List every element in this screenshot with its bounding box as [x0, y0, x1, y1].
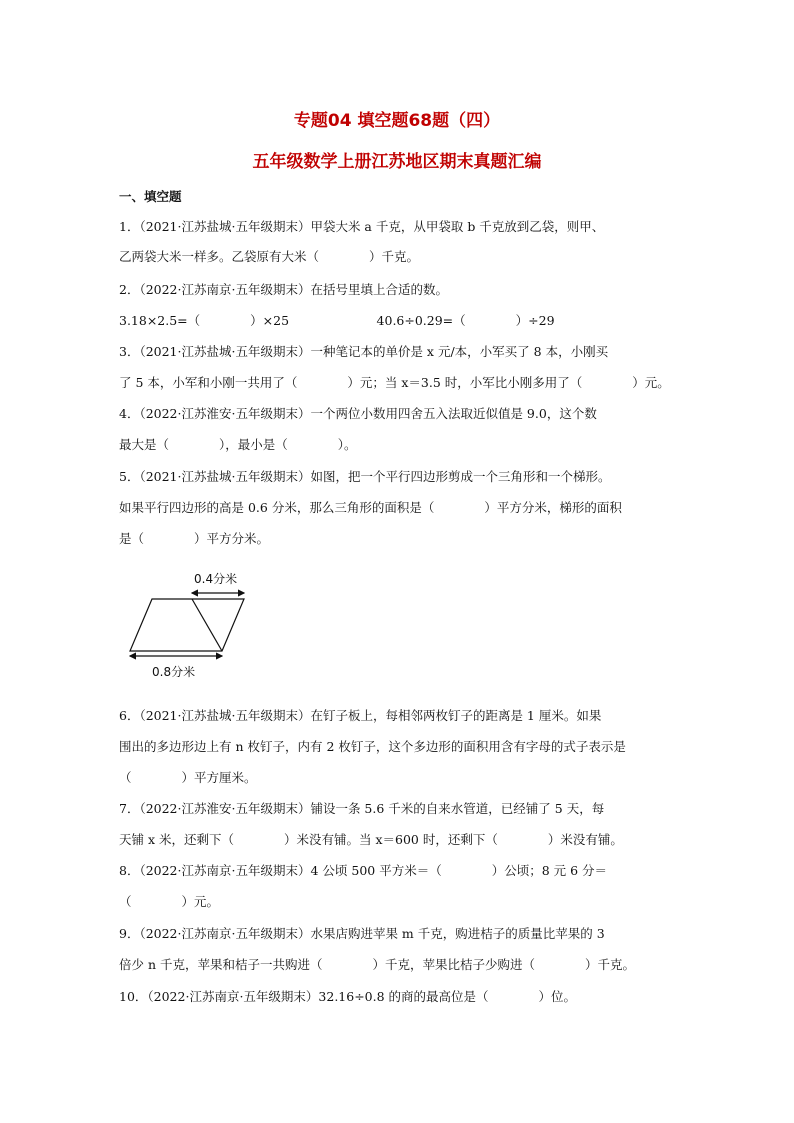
text-line: 围出的多边形边上有 n 枚钉子，内有 2 枚钉子，这个多边形的面积用含有字母的式子表示是	[119, 739, 626, 754]
text-line: （ ）平方厘米。	[119, 770, 257, 785]
text-line: 4．（2022·江苏淮安·五年级期末）一个两位小数用四舍五入法取近似值是 9.0，这个数	[119, 406, 597, 421]
document-subtitle: 五年级数学上册江苏地区期末真题汇编	[252, 152, 542, 172]
top-dimension-label: 0.4分米	[194, 572, 238, 586]
text-line: 2．（2022·江苏南京·五年级期末）在括号里填上合适的数。	[119, 282, 448, 297]
text-line: （ ）元。	[119, 894, 220, 909]
text-line: 8．（2022·江苏南京·五年级期末）4 公顷 500 平方米＝（ ）公顷；8 元 6 分＝	[119, 863, 608, 878]
text-line: 6．（2021·江苏盐城·五年级期末）在钉子板上，每相邻两枚钉子的距离是 1 厘米。如果	[119, 708, 602, 723]
section-heading: 一、填空题	[119, 189, 182, 204]
text-line: 了 5 本，小军和小刚一共用了（ ）元；当 x＝3.5 时，小军比小刚多用了（ ）元。	[119, 375, 670, 390]
text-line: 7．（2022·江苏淮安·五年级期末）铺设一条 5.6 千米的自来水管道，已经铺了 5 天，每	[119, 801, 605, 816]
text-line: 3.18×2.5=（ ）×25 40.6÷0.29=（ ）÷29	[119, 313, 555, 328]
parallelogram-shape	[130, 599, 244, 651]
text-line: 倍少 n 千克，苹果和桔子一共购进（ ）千克，苹果比桔子少购进（ ）千克。	[119, 957, 635, 972]
parallelogram-figure	[118, 565, 258, 685]
text-line: 如果平行四边形的高是 0.6 分米，那么三角形的面积是（ ）平方分米，梯形的面积	[119, 500, 622, 515]
text-line: 是（ ）平方分米。	[119, 531, 270, 546]
cut-line	[192, 599, 222, 651]
text-line: 10．（2022·江苏南京·五年级期末）32.16÷0.8 的商的最高位是（ ）位。	[119, 989, 577, 1004]
bottom-dimension-label: 0.8分米	[152, 665, 196, 679]
text-line: 天铺 x 米，还剩下（ ）米没有铺。当 x＝600 时，还剩下（ ）米没有铺。	[119, 832, 623, 847]
document-title: 专题04 填空题68题（四）	[293, 111, 501, 131]
text-line: 9．（2022·江苏南京·五年级期末）水果店购进苹果 m 千克，购进桔子的质量比苹果的 3	[119, 926, 605, 941]
text-line: 3．（2021·江苏盐城·五年级期末）一种笔记本的单价是 x 元/本，小军买了 8 本，小刚买	[119, 344, 609, 359]
text-line: 1．（2021·江苏盐城·五年级期末）甲袋大米 a 千克，从甲袋取 b 千克放到乙袋，则甲、	[119, 219, 605, 234]
text-line: 5．（2021·江苏盐城·五年级期末）如图，把一个平行四边形剪成一个三角形和一个梯形。	[119, 469, 611, 484]
text-line: 乙两袋大米一样多。乙袋原有大米（ ）千克。	[119, 249, 420, 264]
text-line: 最大是（ ），最小是（ ）。	[119, 437, 357, 452]
